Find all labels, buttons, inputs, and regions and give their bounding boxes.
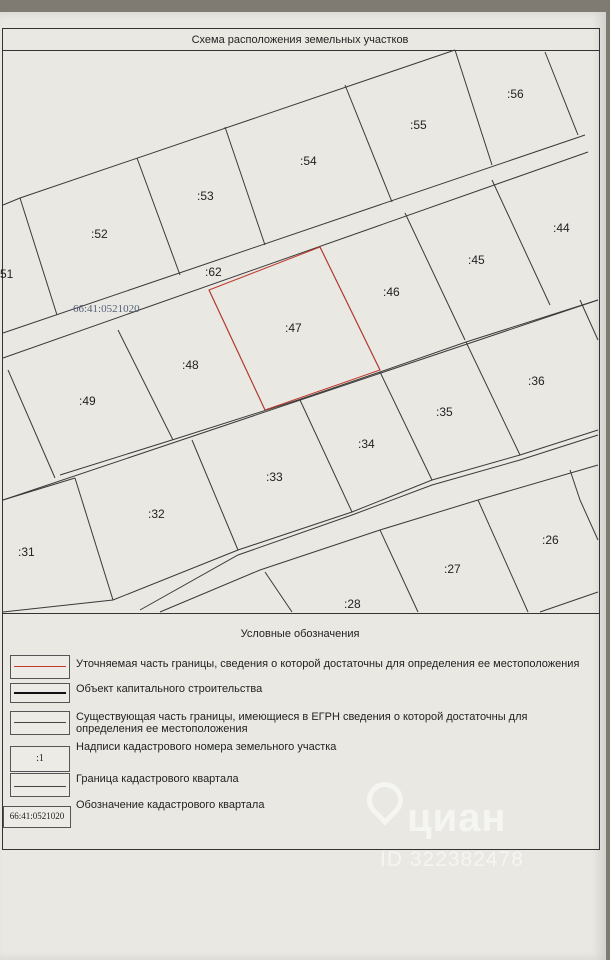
- bottom-row-front-1: [160, 570, 260, 612]
- boundary-28-27: [380, 530, 418, 612]
- legend-symbol-red-line: [10, 655, 70, 679]
- boundary-32-33: [192, 440, 238, 550]
- plot-label-31: :31: [18, 545, 35, 559]
- plot-label-62: :62: [205, 265, 222, 279]
- bottom-row-front-3: [380, 500, 478, 530]
- legend-text: Уточняемая часть границы, сведения о которой достаточны для определения ее местоположения: [76, 658, 580, 670]
- boundary-49-48: [118, 330, 173, 440]
- boundary-31-32: [75, 478, 113, 600]
- legend-text: Существующая часть границы, имеющиеся в ЕГРН сведения о которой достаточны для определения ее местоположения: [76, 711, 528, 735]
- plot-label-53: :53: [197, 189, 214, 203]
- plot-label-28: :28: [344, 597, 361, 611]
- boundary-34-35: [380, 372, 432, 480]
- plot-label-46: :46: [383, 285, 400, 299]
- plot-label-48: :48: [182, 358, 199, 372]
- boundary-56-east: [545, 52, 578, 135]
- boundary-45-44: [492, 180, 550, 305]
- boundary-26-east: [570, 470, 598, 540]
- plot-label-55: :55: [410, 118, 427, 132]
- legend-text: Обозначение кадастрового квартала: [76, 799, 265, 811]
- location-pin-icon: [360, 775, 411, 826]
- plot-label-47: :47: [285, 321, 302, 335]
- boundary-27-26: [478, 500, 528, 612]
- boundary-28-27-west: [265, 572, 292, 612]
- lower-row-front-west: [3, 478, 75, 500]
- bottom-east-edge: [540, 592, 598, 612]
- watermark: [355, 782, 585, 877]
- boundary-46-45: [405, 213, 465, 340]
- plot-label-54: :54: [300, 154, 317, 168]
- quarter-label: 66:41:0521020: [73, 303, 140, 315]
- top-row-rear-boundary: [3, 50, 455, 205]
- plot-label-34: :34: [358, 437, 375, 451]
- bottom-row-front-4: [478, 465, 598, 500]
- road-edge-south: [140, 435, 598, 610]
- boundary-35-36: [466, 342, 520, 455]
- road-edge-lower-1: [3, 290, 598, 485]
- plot-label-49: :49: [79, 394, 96, 408]
- plot-label-36: :36: [528, 374, 545, 388]
- boundary-53-54: [225, 127, 265, 245]
- legend-symbol-thin-line: [10, 773, 70, 797]
- legend-text: Граница кадастрового квартала: [76, 773, 239, 785]
- legend-symbol-bold-line: [10, 683, 70, 703]
- boundary-33-34: [300, 400, 352, 512]
- legend-symbol-label: :1: [10, 746, 70, 772]
- plot-label-27: :27: [444, 562, 461, 576]
- lower-row-rear-boundary: [3, 430, 598, 612]
- plot-label-51: 51: [0, 267, 14, 281]
- plot-label-44: :44: [553, 221, 570, 235]
- road-edge-lower-2: [3, 330, 598, 515]
- plot-label-35: :35: [436, 405, 453, 419]
- legend-text: Надписи кадастрового номера земельного участка: [76, 741, 337, 753]
- bottom-row-front-2: [260, 530, 380, 570]
- map-bottom-border: [2, 613, 599, 614]
- plot-label-26: :26: [542, 533, 559, 547]
- plot-label-45: :45: [468, 253, 485, 267]
- watermark-id: ID 322382478: [380, 848, 524, 871]
- boundary-55-56: [455, 50, 492, 165]
- boundary-west-49: [8, 370, 55, 478]
- scheme-title: Схема расположения земельных участков: [191, 34, 409, 46]
- legend-symbol-label: 66:41:0521020: [3, 806, 71, 828]
- boundary-51-52: [20, 198, 57, 315]
- boundary-52-53: [137, 158, 180, 275]
- legend-symbol-thin-line: [10, 711, 70, 735]
- plot-label-33: :33: [266, 470, 283, 484]
- legend-text: Объект капитального строительства: [76, 683, 263, 695]
- watermark-brand: циан: [407, 796, 507, 840]
- plot-label-56: :56: [507, 87, 524, 101]
- boundary-36-east: [580, 300, 598, 340]
- legend-title: Условные обозначения: [240, 628, 360, 640]
- boundary-54-55: [345, 85, 392, 202]
- plot-label-32: :32: [148, 507, 165, 521]
- plot-label-52: :52: [91, 227, 108, 241]
